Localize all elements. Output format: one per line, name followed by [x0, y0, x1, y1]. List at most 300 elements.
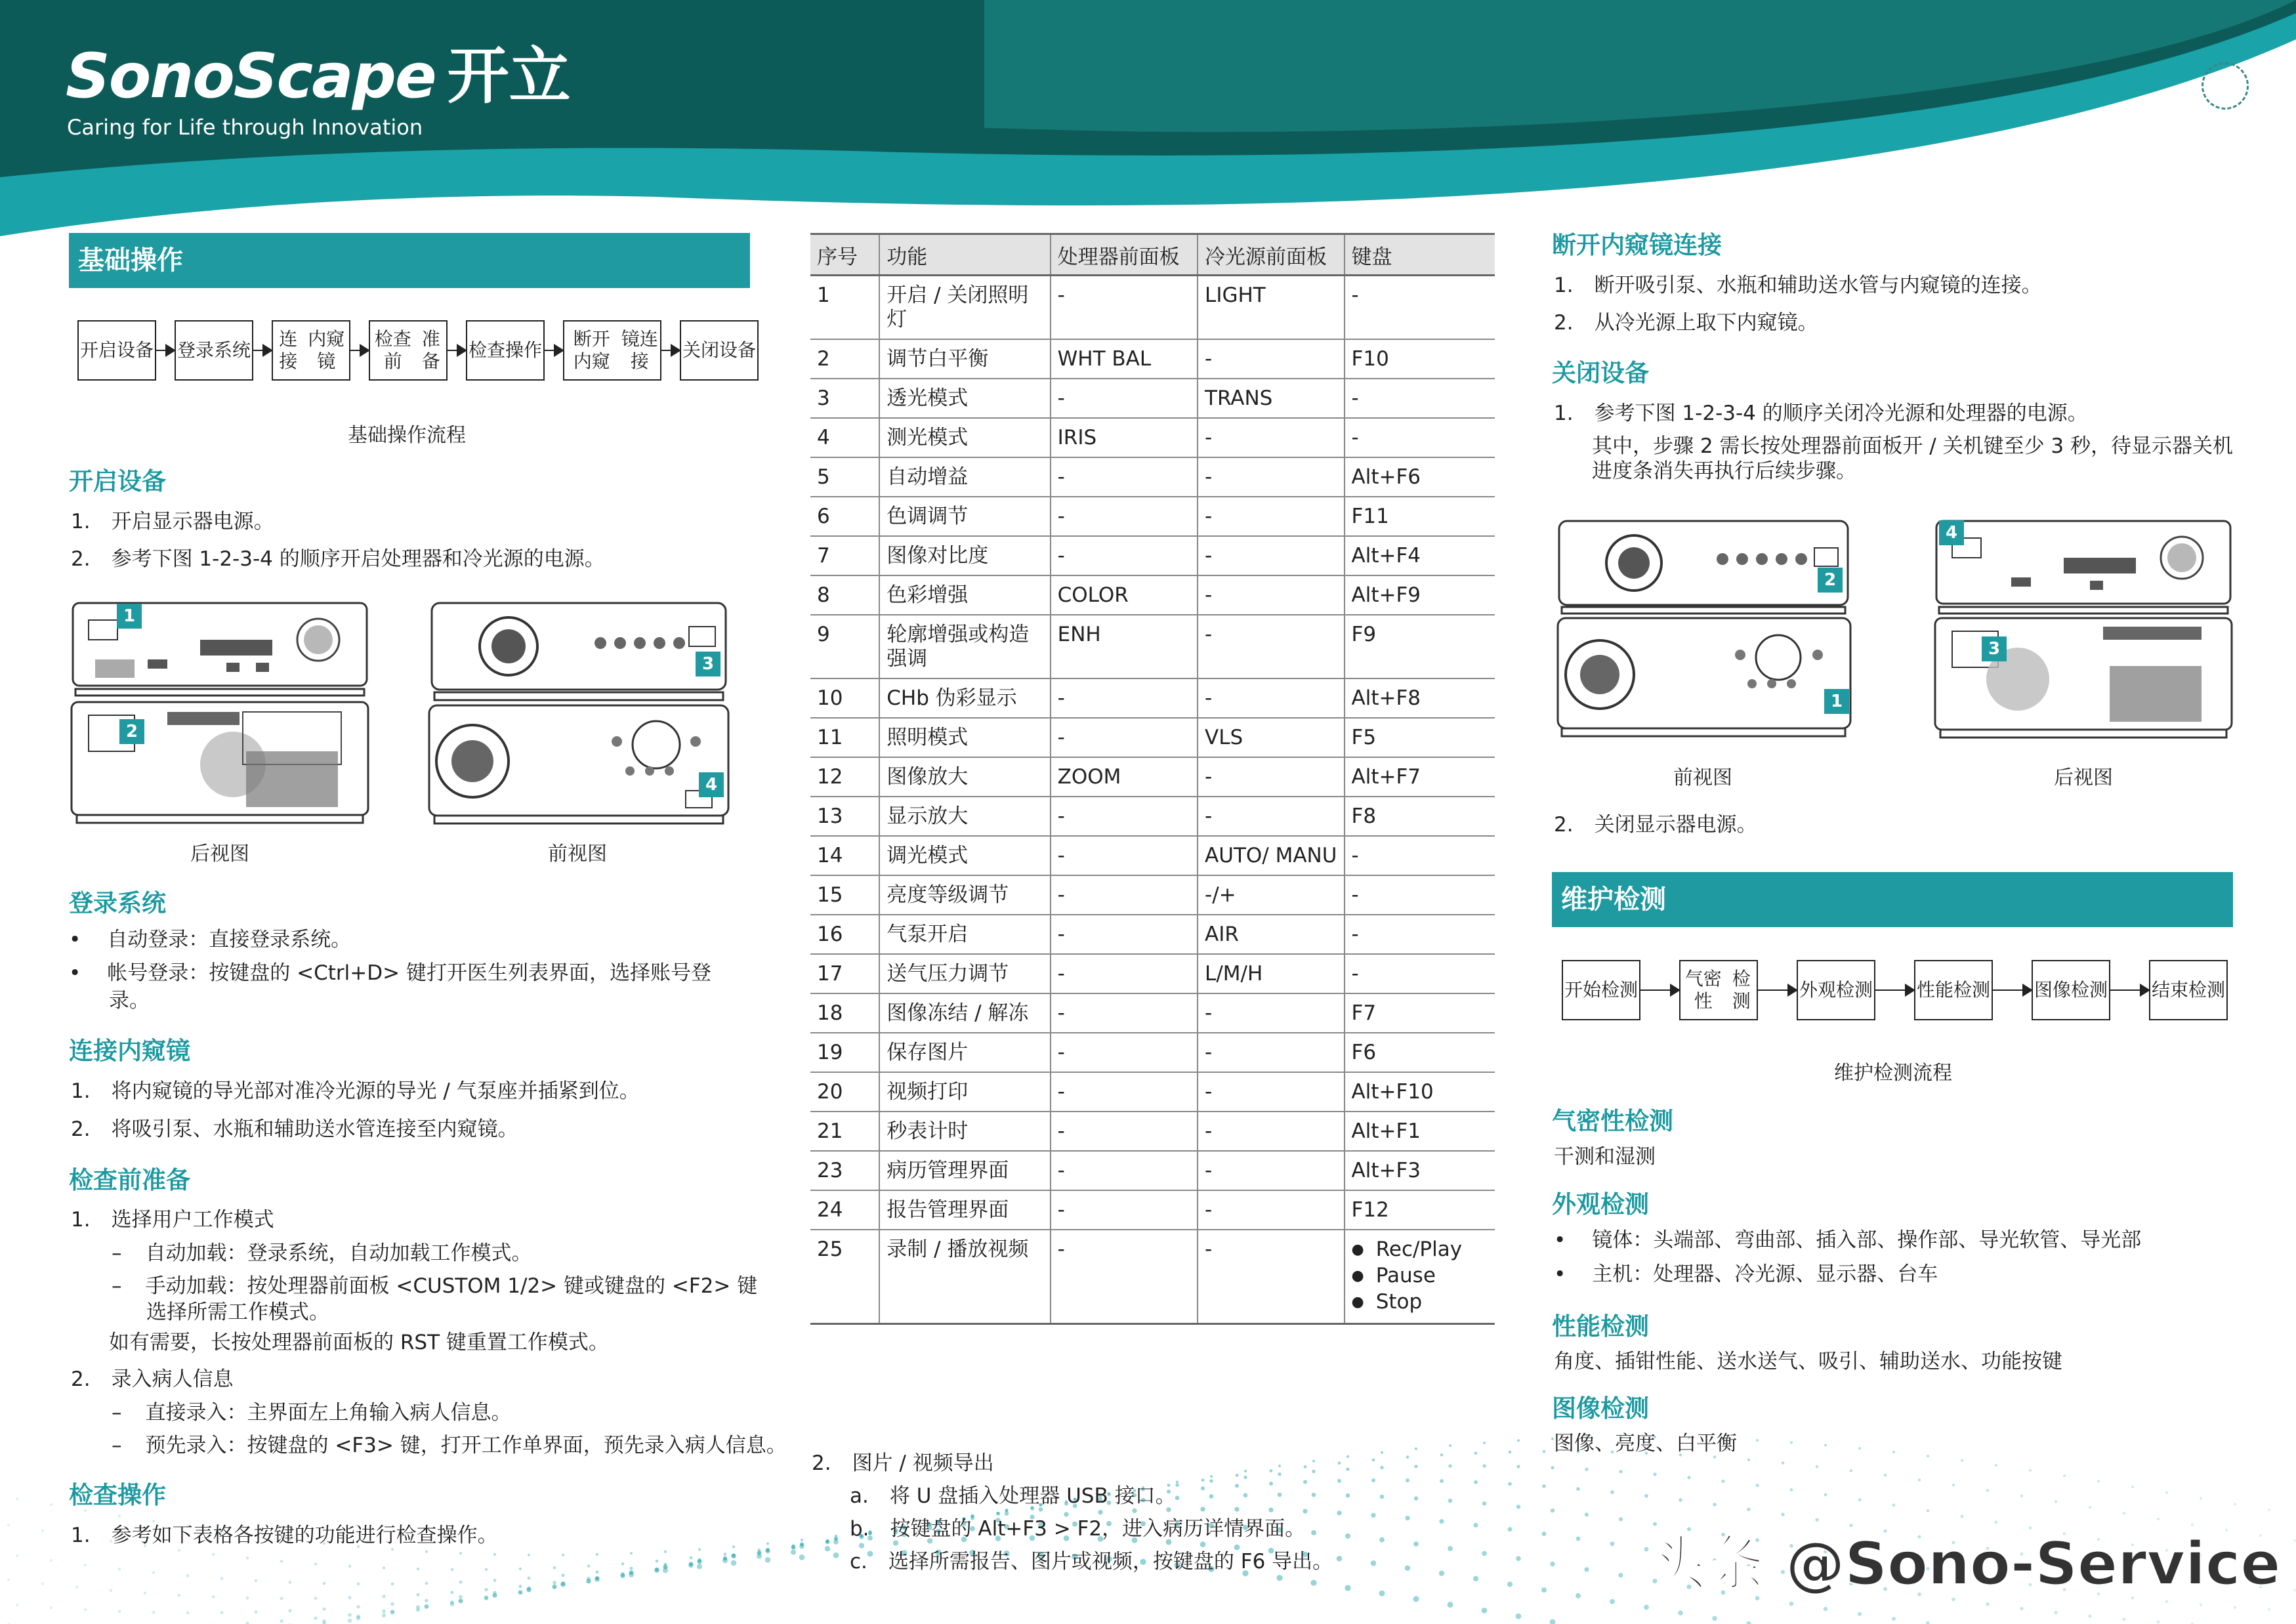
table-cell: AIR — [1198, 915, 1344, 954]
dot-mark — [484, 1596, 489, 1600]
table-cell: Alt+F6 — [1345, 457, 1495, 497]
flow-arrow — [253, 350, 272, 351]
dot-mark — [1952, 1484, 1955, 1486]
airtight-text: 干测和湿测 — [1554, 1145, 1656, 1169]
dot-mark — [1610, 1490, 1614, 1494]
dot-mark — [553, 1566, 556, 1569]
table-cell: 3 — [810, 379, 879, 418]
dot-mark — [825, 1539, 829, 1544]
dot-mark — [2097, 1480, 2100, 1482]
dot-mark — [2293, 1539, 2296, 1542]
dot-mark — [1892, 1617, 1896, 1621]
dot-mark — [1448, 1464, 1451, 1467]
dot-mark — [41, 1530, 44, 1532]
table-cell: 秒表计时 — [879, 1112, 1050, 1151]
dot-mark — [1508, 1527, 1513, 1531]
dot-mark — [417, 1568, 419, 1570]
heading-appearance: 外观检测 — [1552, 1190, 1649, 1218]
table-cell: COLOR — [1051, 575, 1198, 615]
prep-dash-manual: – 手动加载：按处理器前面板 <CUSTOM 1/2> 键或键盘的 <F2> 键 — [112, 1274, 758, 1298]
dot-mark — [425, 1582, 428, 1585]
table-cell: - — [1051, 379, 1198, 418]
table-cell: - — [1051, 718, 1198, 757]
table-cell: - — [1051, 1190, 1198, 1230]
dot-mark — [562, 1554, 564, 1556]
table-cell: 保存图片 — [879, 1033, 1050, 1072]
table-row — [810, 1190, 1495, 1230]
dot-mark — [7, 1578, 10, 1581]
dot-mark — [390, 1602, 394, 1606]
table-cell: 图像冻结 / 解冻 — [879, 993, 1050, 1033]
dot-mark — [1269, 1482, 1273, 1486]
dot-mark — [356, 1616, 361, 1621]
connect-step-1: 1. 将内窥镜的导光部对准冷光源的导光 / 气泵座并插紧到位。 — [71, 1079, 640, 1103]
flow-arrow — [1993, 989, 2032, 991]
table-cell: 13 — [810, 797, 879, 836]
export-sub-b: b. 按键盘的 Alt+F3 > F2，进入病历详情界面。 — [850, 1517, 1306, 1541]
dot-mark — [110, 1589, 112, 1592]
dot-mark — [1448, 1499, 1452, 1503]
table-cell: - — [1345, 915, 1495, 954]
table-row — [810, 1033, 1495, 1072]
dot-mark — [1346, 1493, 1350, 1498]
dot-mark — [212, 1553, 215, 1556]
dot-mark — [348, 1565, 351, 1568]
export-sub-a: a. 将 U 盘插入处理器 USB 接口。 — [850, 1484, 1176, 1508]
watermark-text: 头条 @Sono-Service — [1647, 1530, 2281, 1598]
prep-dash-direct: – 直接录入：主界面左上角输入病人信息。 — [112, 1401, 512, 1425]
dot-mark — [1175, 1484, 1179, 1487]
dot-mark — [801, 1539, 803, 1541]
appearance-bullet-scope: • 镜体：头端部、弯曲部、插入部、操作部、导光软管、导光部 — [1554, 1228, 2142, 1252]
table-cell: ZOOM — [1051, 757, 1198, 797]
dot-mark — [859, 1543, 864, 1548]
table-cell: 19 — [810, 1033, 879, 1072]
table-cell: Alt+F3 — [1345, 1151, 1495, 1190]
dot-mark — [1516, 1465, 1520, 1468]
dot-mark — [690, 1556, 693, 1560]
heading-disconnect: 断开内窥镜连接 — [1552, 231, 1722, 259]
dot-mark — [1516, 1505, 1520, 1509]
dot-mark — [450, 1602, 455, 1606]
table-cell: Alt+F7 — [1345, 757, 1495, 797]
table-cell: 视频打印 — [879, 1072, 1050, 1112]
power-off-front-view-figure — [1555, 518, 1854, 741]
dot-mark — [425, 1551, 428, 1553]
dot-mark — [1926, 1621, 1930, 1624]
dot-mark — [1268, 1508, 1273, 1512]
flow-step: 结束 检测 — [2149, 960, 2228, 1020]
table-cell: - — [1051, 836, 1198, 875]
dot-mark — [451, 1568, 453, 1571]
table-cell: 10 — [810, 678, 879, 718]
dot-mark — [493, 1553, 496, 1556]
dot-mark — [766, 1542, 769, 1545]
dot-mark — [1927, 1509, 1930, 1512]
dot-mark — [152, 1611, 156, 1614]
dot-mark — [1892, 1451, 1895, 1453]
dot-mark — [314, 1596, 318, 1600]
dot-mark — [765, 1549, 770, 1553]
dot-mark — [1824, 1493, 1827, 1497]
dot-mark — [2020, 1607, 2023, 1610]
table-cell: - — [1198, 497, 1344, 536]
dot-mark — [1927, 1455, 1929, 1457]
video-key-item: ● Pause — [1352, 1264, 1488, 1290]
dot-mark — [16, 1604, 18, 1606]
connect-step-2: 2. 将吸引泵、水瓶和辅助送水管连接至内窥镜。 — [71, 1117, 518, 1141]
dot-mark — [654, 1568, 659, 1573]
dot-mark — [1585, 1468, 1588, 1471]
table-cell: 11 — [810, 718, 879, 757]
disconnect-step-2: 2. 从冷光源上取下内窥镜。 — [1554, 311, 1818, 335]
dot-mark — [1713, 1503, 1716, 1506]
dot-mark — [1337, 1479, 1341, 1483]
dot-mark — [1542, 1484, 1546, 1488]
table-cell: 5 — [810, 457, 879, 497]
dot-mark — [220, 1577, 223, 1579]
dot-mark — [2165, 1491, 2168, 1494]
flow-step: 外观 检测 — [1797, 960, 1875, 1020]
dot-mark — [1986, 1489, 1989, 1491]
dot-mark — [314, 1562, 317, 1565]
dot-mark — [280, 1619, 283, 1623]
table-cell: - — [1345, 418, 1495, 457]
dot-mark — [84, 1509, 87, 1512]
dot-mark — [1278, 1465, 1281, 1467]
dot-mark — [416, 1608, 420, 1612]
dot-mark — [1346, 1467, 1349, 1470]
dot-mark — [288, 1609, 291, 1612]
table-cell: Alt+F4 — [1345, 536, 1495, 575]
power-off-step-2: 2. 关闭显示器电源。 — [1554, 813, 1757, 837]
dot-mark — [246, 1596, 249, 1600]
dot-mark — [84, 1564, 87, 1566]
video-key-item: ● Stop — [1352, 1290, 1488, 1316]
dot-mark — [1722, 1480, 1725, 1483]
flow-arrow — [2110, 989, 2149, 991]
dot-mark — [1584, 1567, 1589, 1572]
table-row — [810, 497, 1495, 536]
dot-mark — [425, 1604, 429, 1609]
flow-step: 气密性 检测 — [1679, 960, 1758, 1020]
heading-exam-prep: 检查前准备 — [69, 1166, 190, 1194]
dot-mark — [2234, 1503, 2236, 1505]
table-row — [810, 536, 1495, 575]
dot-mark — [1747, 1508, 1750, 1511]
table-cell: - — [1051, 457, 1198, 497]
dot-mark — [50, 1559, 52, 1562]
dot-mark — [1440, 1453, 1444, 1457]
dot-mark — [1482, 1608, 1488, 1614]
flow-arrow — [661, 350, 680, 351]
dot-mark — [1782, 1461, 1784, 1464]
flow-step: 性能 检测 — [1914, 960, 1993, 1020]
dot-mark — [84, 1608, 87, 1611]
table-cell: - — [1051, 875, 1198, 915]
table-cell: - — [1051, 954, 1198, 993]
table-cell: - — [1051, 1072, 1198, 1112]
flow-step: 检查前 准备 — [369, 320, 448, 381]
table-cell: F11 — [1345, 497, 1495, 536]
dot-mark — [1541, 1587, 1547, 1593]
dot-mark — [732, 1545, 735, 1548]
dot-mark — [1551, 1466, 1554, 1469]
dot-mark — [212, 1595, 215, 1598]
table-row — [810, 1151, 1495, 1190]
table-cell: - — [1198, 993, 1344, 1033]
table-cell: LIGHT — [1198, 276, 1344, 340]
table-cell: 照明模式 — [879, 718, 1050, 757]
table-cell: 7 — [810, 536, 879, 575]
dot-mark — [1816, 1465, 1818, 1468]
dot-mark — [1789, 1602, 1794, 1606]
dot-mark — [391, 1583, 394, 1586]
table-row — [810, 615, 1495, 678]
dot-mark — [348, 1613, 352, 1617]
dot-mark — [1405, 1516, 1409, 1520]
dot-mark — [118, 1610, 121, 1612]
dot-mark — [280, 1597, 283, 1600]
dot-mark — [757, 1554, 762, 1559]
table-cell: IRIS — [1051, 418, 1198, 457]
dot-mark — [688, 1563, 694, 1568]
dot-mark — [663, 1568, 668, 1573]
col-header-processor: 处理器前面板 — [1051, 234, 1198, 276]
dot-mark — [1372, 1459, 1375, 1462]
table-cell: L/M/H — [1198, 954, 1344, 993]
table-cell: - — [1198, 1033, 1344, 1072]
table-cell: - — [1198, 678, 1344, 718]
table-cell: 调光模式 — [879, 836, 1050, 875]
dot-mark — [152, 1572, 155, 1574]
flow-caption: 基础操作流程 — [348, 424, 466, 447]
basic-ops-flowchart — [77, 320, 759, 381]
table-cell: - — [1198, 536, 1344, 575]
dot-mark — [2268, 1608, 2270, 1611]
table-cell: - — [1198, 339, 1344, 379]
dot-mark — [118, 1568, 121, 1570]
dot-mark — [2234, 1606, 2236, 1609]
login-bullet-account: • 帐号登录：按键盘的 <Ctrl+D> 键打开医生列表界面，选择账号登 — [69, 961, 711, 985]
power-off-rear-view-figure — [1932, 518, 2234, 741]
table-row — [810, 276, 1495, 340]
dot-mark — [1892, 1503, 1896, 1507]
step-badge-2: 2 — [119, 719, 144, 744]
dot-mark — [246, 1556, 249, 1559]
dot-mark — [629, 1567, 633, 1570]
dot-mark — [118, 1514, 121, 1517]
export-sub-c: c. 选择所需报告、图片或视频，按键盘的 F6 导出。 — [850, 1550, 1333, 1573]
table-cell: WHT BAL — [1051, 339, 1198, 379]
flow-step: 断开内窥 镜连接 — [563, 320, 661, 381]
dot-mark — [255, 1610, 258, 1614]
table-cell: - — [1051, 1033, 1198, 1072]
table-cell: 18 — [810, 993, 879, 1033]
dot-mark — [348, 1619, 352, 1623]
table-cell: - — [1051, 276, 1198, 340]
dot-mark — [1243, 1493, 1248, 1497]
table-cell: 报告管理界面 — [879, 1190, 1050, 1230]
dot-mark — [518, 1590, 522, 1594]
dot-mark — [586, 1579, 591, 1583]
dot-mark — [1379, 1591, 1385, 1596]
dot-mark — [518, 1585, 522, 1588]
dot-mark — [1380, 1466, 1383, 1469]
table-cell: F8 — [1345, 797, 1495, 836]
flow-arrow — [1758, 989, 1797, 991]
dot-mark — [348, 1596, 352, 1599]
dot-mark — [1276, 1575, 1282, 1581]
table-cell: 显示放大 — [879, 797, 1050, 836]
off-step-badge-4: 4 — [1939, 520, 1964, 545]
dot-mark — [1379, 1537, 1385, 1543]
dot-mark — [799, 1554, 805, 1560]
dot-mark — [1576, 1537, 1581, 1541]
dot-mark — [1209, 1479, 1213, 1482]
table-cell: 16 — [810, 915, 879, 954]
dot-mark — [1576, 1593, 1581, 1598]
heading-connect-scope: 连接内窥镜 — [69, 1037, 190, 1065]
table-cell: 色调调节 — [879, 497, 1050, 536]
dot-mark — [1644, 1494, 1648, 1498]
heading-image-check: 图像检测 — [1552, 1394, 1649, 1423]
table-row — [810, 993, 1495, 1033]
dot-mark — [1483, 1442, 1486, 1444]
dot-mark — [459, 1581, 463, 1584]
dot-mark — [724, 1552, 727, 1556]
dot-mark — [1200, 1541, 1206, 1547]
table-cell: 12 — [810, 757, 879, 797]
dot-mark — [1824, 1444, 1827, 1446]
dot-mark — [656, 1560, 659, 1563]
dot-mark — [1619, 1517, 1623, 1521]
dot-mark — [1304, 1465, 1307, 1468]
dot-mark — [1371, 1560, 1376, 1566]
table-cell: Alt+F8 — [1345, 678, 1495, 718]
dot-mark — [1986, 1602, 1989, 1606]
dot-mark — [50, 1606, 52, 1609]
dot-mark — [791, 1545, 796, 1550]
table-cell: 病历管理界面 — [879, 1151, 1050, 1190]
table-cell: - — [1051, 1112, 1198, 1151]
table-cell: 自动增益 — [879, 457, 1050, 497]
table-cell: F6 — [1345, 1033, 1495, 1072]
table-cell: 6 — [810, 497, 879, 536]
dot-mark — [2063, 1474, 2066, 1477]
prep-step-1: 1. 选择用户工作模式 — [71, 1208, 274, 1232]
table-cell: 送气压力调节 — [879, 954, 1050, 993]
table-cell: - — [1051, 797, 1198, 836]
dot-mark — [1850, 1469, 1852, 1472]
dot-mark — [1243, 1476, 1247, 1479]
section-bar-basic-ops: 基础操作 — [69, 233, 750, 288]
dot-mark — [630, 1552, 633, 1554]
dot-mark — [1482, 1501, 1486, 1505]
table-cell: 录制 / 播放视频 — [879, 1230, 1050, 1324]
table-row — [810, 457, 1495, 497]
dot-mark — [1790, 1441, 1793, 1444]
dot-mark — [1234, 1507, 1239, 1512]
table-cell: F5 — [1345, 718, 1495, 757]
flow-step: 开始 检测 — [1562, 960, 1640, 1020]
dot-mark — [1371, 1478, 1375, 1482]
dot-mark — [1482, 1551, 1487, 1556]
dot-mark — [2157, 1621, 2160, 1624]
dot-mark — [1516, 1556, 1520, 1561]
dot-mark — [2020, 1495, 2023, 1497]
step-badge-4: 4 — [699, 772, 724, 797]
dot-mark — [1244, 1470, 1247, 1472]
dot-mark — [697, 1559, 701, 1564]
table-cell: 9 — [810, 615, 879, 678]
table-cell: 图像对比度 — [879, 536, 1050, 575]
dot-mark — [1303, 1480, 1307, 1484]
dot-mark — [526, 1587, 532, 1593]
table-cell: - — [1198, 1230, 1344, 1324]
power-off-note-a: 其中，步骤 2 需长按处理器前面板开 / 关机键至少 3 秒，待显示器关机 — [1592, 434, 2234, 458]
dot-mark — [1474, 1480, 1478, 1484]
dot-mark — [1918, 1478, 1921, 1481]
dot-mark — [186, 1612, 190, 1615]
dot-mark — [1644, 1605, 1649, 1610]
dot-mark — [621, 1562, 624, 1565]
dot-mark — [833, 1539, 839, 1545]
dot-mark — [1413, 1541, 1419, 1547]
table-cell: - — [1051, 1151, 1198, 1190]
dot-mark — [1414, 1496, 1418, 1500]
dashed-circle-icon — [2202, 62, 2249, 110]
off-fig-caption-front: 前视图 — [1673, 766, 1732, 789]
dot-mark — [996, 1512, 1000, 1516]
dot-mark — [459, 1552, 462, 1554]
dot-mark — [664, 1551, 667, 1553]
dot-mark — [2268, 1509, 2270, 1511]
dot-mark — [1756, 1484, 1759, 1487]
dot-mark — [1345, 1533, 1350, 1539]
table-cell: F10 — [1345, 339, 1495, 379]
table-row — [810, 757, 1495, 797]
dot-mark — [1678, 1610, 1683, 1615]
dot-mark — [289, 1581, 292, 1584]
table-cell: Alt+F9 — [1345, 575, 1495, 615]
table-cell: F9 — [1345, 615, 1495, 678]
table-cell: - — [1051, 993, 1198, 1033]
dot-mark — [2055, 1500, 2057, 1503]
dot-mark — [382, 1610, 386, 1614]
table-cell: F12 — [1345, 1190, 1495, 1230]
dot-mark — [1381, 1451, 1383, 1454]
table-cell: - — [1198, 575, 1344, 615]
dot-mark — [1517, 1439, 1520, 1442]
dot-mark — [357, 1583, 360, 1586]
table-cell: Alt+F1 — [1345, 1112, 1495, 1151]
dot-mark — [1201, 1486, 1205, 1490]
dot-mark — [833, 1552, 839, 1558]
dot-mark — [383, 1595, 386, 1598]
off-step-badge-2: 2 — [1818, 568, 1843, 593]
dot-mark — [458, 1598, 463, 1603]
dot-mark — [1610, 1542, 1615, 1547]
table-cell: - — [1345, 954, 1495, 993]
dot-mark — [1509, 1451, 1512, 1454]
dot-mark — [1653, 1472, 1656, 1476]
dot-mark — [1576, 1487, 1580, 1491]
table-cell: - — [1198, 797, 1344, 836]
dot-mark — [1210, 1475, 1213, 1478]
dot-mark — [1345, 1585, 1350, 1591]
key-function-table — [810, 233, 1495, 1325]
